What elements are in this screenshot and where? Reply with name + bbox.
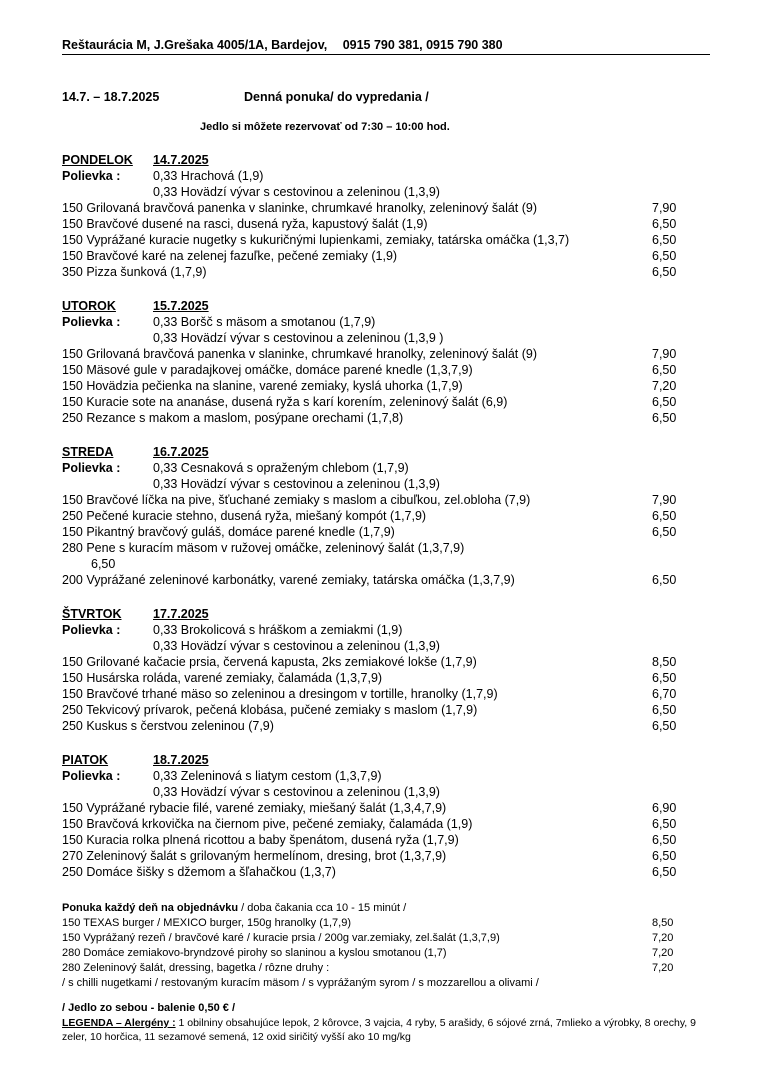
meal-text: 350 Pizza šunková (1,7,9) — [62, 265, 207, 279]
meal-price: 6,50 — [652, 395, 677, 409]
soup-row — [62, 768, 702, 784]
soup-row — [62, 168, 702, 184]
soup-row — [62, 784, 702, 800]
meal-price: 6,50 — [652, 703, 677, 717]
soup-item: 0,33 Hrachová (1,9) — [153, 169, 264, 183]
meal-price: 6,70 — [652, 687, 677, 701]
soup-item: 0,33 Hovädzí vývar s cestovinou a zeleninou (1,3,9) — [153, 639, 440, 653]
meal-row — [62, 200, 702, 216]
soup-row — [62, 638, 702, 654]
meal-text: 250 Domáce šišky s džemom a šľahačkou (1,3,7) — [62, 865, 336, 879]
meal-row — [62, 394, 702, 410]
meal-row-wrapped-price — [62, 556, 702, 572]
meal-price: 7,90 — [652, 201, 677, 215]
meal-text: 150 Bravčové líčka na pive, šťuchané zemiaky s maslom a cibuľkou, zel.obloha (7,9) — [62, 493, 531, 507]
offer-text: 150 TEXAS burger / MEXICO burger, 150g hranolky (1,7,9) — [62, 917, 352, 929]
offer-row — [62, 961, 702, 976]
day-name: UTOROK — [62, 299, 116, 313]
soup-row — [62, 476, 702, 492]
meal-text: 150 Grilované kačacie prsia, červená kapusta, 2ks zemiakové lokše (1,7,9) — [62, 655, 477, 669]
day-heading — [62, 606, 702, 622]
soup-item: 0,33 Zeleninová s liatym cestom (1,3,7,9) — [153, 769, 382, 783]
meal-text: 150 Kuracia rolka plnená ricottou a baby špenátom, dusená ryža (1,7,9) — [62, 833, 459, 847]
meal-row — [62, 702, 702, 718]
meal-price: 6,50 — [652, 817, 677, 831]
meal-row — [62, 362, 702, 378]
meal-price: 6,50 — [91, 557, 116, 571]
meal-text: 150 Pikantný bravčový guláš, domáce parené knedle (1,7,9) — [62, 525, 395, 539]
meal-price: 6,50 — [652, 833, 677, 847]
meal-row — [62, 848, 702, 864]
meal-price: 7,20 — [652, 379, 677, 393]
meal-row — [62, 492, 702, 508]
meal-price: 6,50 — [652, 525, 677, 539]
restaurant-header — [62, 38, 503, 52]
meal-row — [62, 232, 702, 248]
soup-item: 0,33 Hovädzí vývar s cestovinou a zeleninou (1,3,9) — [153, 785, 440, 799]
meal-text: 150 Hovädzia pečienka na slanine, varené zemiaky, kyslá uhorka (1,7,9) — [62, 379, 463, 393]
meal-row — [62, 572, 702, 588]
meal-row — [62, 216, 702, 232]
meal-price: 6,50 — [652, 249, 677, 263]
soup-row — [62, 622, 702, 638]
day-name: STREDA — [62, 445, 114, 459]
meal-row — [62, 508, 702, 524]
day-section-thursday — [62, 606, 702, 734]
day-date: 15.7.2025 — [153, 299, 209, 313]
meal-text: 280 Pene s kuracím mäsom v ružovej omáčke, zeleninový šalát (1,3,7,9) — [62, 541, 465, 555]
meal-row — [62, 264, 702, 280]
meal-text: 150 Grilovaná bravčová panenka v slaninke, chrumkavé hranolky, zeleninový šalát (9) — [62, 201, 538, 215]
restaurant-phones: 0915 790 381, 0915 790 380 — [342, 38, 503, 52]
meal-price: 6,50 — [652, 233, 677, 247]
meal-text: 150 Mäsové gule v paradajkovej omáčke, domáce parené knedle (1,3,7,9) — [62, 363, 473, 377]
meal-row — [62, 686, 702, 702]
day-section-friday — [62, 752, 702, 880]
offer-row — [62, 916, 702, 931]
meal-price: 6,50 — [652, 411, 677, 425]
meal-row — [62, 346, 702, 362]
day-heading — [62, 752, 702, 768]
soup-item: 0,33 Brokolicová s hráškom a zemiakmi (1,9) — [153, 623, 403, 637]
meal-price: 6,50 — [652, 573, 677, 587]
meal-price: 8,50 — [652, 655, 677, 669]
day-section-wednesday — [62, 444, 702, 588]
meal-text: 150 Bravčové trhané mäso so zeleninou a dresingom v tortille, hranolky (1,7,9) — [62, 687, 498, 701]
day-date: 16.7.2025 — [153, 445, 209, 459]
day-date: 14.7.2025 — [153, 153, 209, 167]
offer-price: 7,20 — [652, 932, 674, 944]
meal-price: 6,50 — [652, 217, 677, 231]
soup-label: Polievka : — [62, 169, 121, 183]
meal-price: 6,50 — [652, 671, 677, 685]
meal-row — [62, 410, 702, 426]
daily-offer-title: Ponuka každý deň na objednávku — [62, 902, 239, 914]
offer-price: 8,50 — [652, 917, 674, 929]
daily-offer-note: / doba čakania cca 10 - 15 minút / — [238, 902, 407, 914]
soup-label: Polievka : — [62, 769, 121, 783]
meal-text: 150 Grilovaná bravčová panenka v slaninke, chrumkavé hranolky, zeleninový šalát (9) — [62, 347, 538, 361]
legend-text: 1 obilniny obsahujúce lepok, 2 kôrovce, 3 vajcia, 4 ryby, 5 arašidy, 6 sójové zrná, 7mlieko a výrobky, 8 orechy, 9 zeler, 10 horčica, 11 sezamové semená, 12 oxid siričitý vyšší ako 10 mg/kg — [62, 1017, 696, 1043]
meal-row — [62, 524, 702, 540]
offer-text: 280 Zeleninový šalát, dressing, bagetka / rôzne druhy : — [62, 962, 330, 974]
meal-price: 6,50 — [652, 865, 677, 879]
day-name: PONDELOK — [62, 153, 133, 167]
daily-offer-heading — [62, 901, 702, 916]
day-heading — [62, 152, 702, 168]
soup-row — [62, 330, 702, 346]
day-heading — [62, 444, 702, 460]
meal-row — [62, 248, 702, 264]
meal-row — [62, 800, 702, 816]
soup-item: 0,33 Hovädzí vývar s cestovinou a zeleninou (1,3,9) — [153, 185, 440, 199]
offer-row — [62, 931, 702, 946]
soup-item: 0,33 Hovädzí vývar s cestovinou a zeleninou (1,3,9 ) — [153, 331, 444, 345]
meal-row — [62, 670, 702, 686]
allergen-legend — [62, 1016, 712, 1044]
meal-price: 6,50 — [652, 265, 677, 279]
legend-title: LEGENDA – Alergény : — [62, 1017, 176, 1029]
offer-text: 150 Vyprážaný rezeň / bravčové karé / kuracie prsia / 200g var.zemiaky, zel.šalát (1,3,7,9) — [62, 932, 500, 944]
meal-price: 7,90 — [652, 347, 677, 361]
reservation-note: Jedlo si môžete rezervovať od 7:30 – 10:00 hod. — [200, 121, 450, 133]
day-section-tuesday — [62, 298, 702, 426]
meal-row — [62, 540, 702, 556]
daily-offer-section — [62, 901, 702, 991]
meal-row — [62, 864, 702, 880]
meal-text: 150 Bravčové dusené na rasci, dusená ryža, kapustový šalát (1,9) — [62, 217, 428, 231]
soup-row — [62, 314, 702, 330]
day-date: 17.7.2025 — [153, 607, 209, 621]
meal-text: 150 Vyprážané rybacie filé, varené zemiaky, miešaný šalát (1,3,4,7,9) — [62, 801, 447, 815]
meal-text: 200 Vyprážané zeleninové karbonátky, varené zemiaky, tatárska omáčka (1,3,7,9) — [62, 573, 515, 587]
day-name: ŠTVRTOK — [62, 607, 122, 621]
meal-price: 6,50 — [652, 719, 677, 733]
soup-item: 0,33 Hovädzí vývar s cestovinou a zeleninou (1,3,9) — [153, 477, 440, 491]
meal-row — [62, 832, 702, 848]
offer-price: 7,20 — [652, 947, 674, 959]
meal-row — [62, 654, 702, 670]
meal-price: 6,50 — [652, 849, 677, 863]
day-name: PIATOK — [62, 753, 109, 767]
soup-label: Polievka : — [62, 623, 121, 637]
offer-row — [62, 946, 702, 961]
meal-text: 150 Bravčová krkovička na čiernom pive, pečené zemiaky, čalamáda (1,9) — [62, 817, 473, 831]
day-heading — [62, 298, 702, 314]
meal-price: 7,90 — [652, 493, 677, 507]
meal-price: 6,50 — [652, 509, 677, 523]
meal-text: 250 Pečené kuracie stehno, dusená ryža, miešaný kompót (1,7,9) — [62, 509, 427, 523]
offer-text: 280 Domáce zemiakovo-bryndzové pirohy so slaninou a kyslou smotanou (1,7) — [62, 947, 447, 959]
soup-label: Polievka : — [62, 315, 121, 329]
offer-text: / s chilli nugetkami / restovaným kuracím mäsom / s vyprážaným syrom / s mozzarellou a olivami / — [62, 977, 539, 989]
offer-price: 7,20 — [652, 962, 674, 974]
meal-text: 250 Rezance s makom a maslom, posýpane orechami (1,7,8) — [62, 411, 404, 425]
meal-text: 150 Bravčové karé na zelenej fazuľke, pečené zemiaky (1,9) — [62, 249, 398, 263]
soup-row — [62, 460, 702, 476]
takeaway-packaging-note: / Jedlo zo sebou - balenie 0,50 € / — [62, 1002, 235, 1014]
meal-row — [62, 378, 702, 394]
soup-item: 0,33 Cesnaková s opraženým chlebom (1,7,9) — [153, 461, 409, 475]
meal-row — [62, 718, 702, 734]
soup-label: Polievka : — [62, 461, 121, 475]
meal-price: 6,50 — [652, 363, 677, 377]
meal-text: 150 Kuracie sote na ananáse, dusená ryža s karí korením, zeleninový šalát (6,9) — [62, 395, 508, 409]
menu-period: 14.7. – 18.7.2025 — [62, 90, 160, 104]
meal-text: 150 Vyprážané kuracie nugetky s kukuričnými lupienkami, zemiaky, tatárska omáčka (1,3,7) — [62, 233, 570, 247]
soup-row — [62, 184, 702, 200]
day-date: 18.7.2025 — [153, 753, 209, 767]
menu-title: Denná ponuka/ do vypredania / — [244, 90, 429, 104]
meal-row — [62, 816, 702, 832]
day-section-monday — [62, 152, 702, 280]
meal-text: 150 Husárska roláda, varené zemiaky, čalamáda (1,3,7,9) — [62, 671, 383, 685]
meal-text: 270 Zeleninový šalát s grilovaným hermelínom, dresing, brot (1,3,7,9) — [62, 849, 447, 863]
soup-item: 0,33 Boršč s mäsom a smotanou (1,7,9) — [153, 315, 376, 329]
meal-text: 250 Kuskus s čerstvou zeleninou (7,9) — [62, 719, 274, 733]
header-divider — [62, 54, 710, 55]
restaurant-address: Reštaurácia M, J.Grešaka 4005/1A, Bardejov, — [62, 38, 328, 52]
meal-price: 6,90 — [652, 801, 677, 815]
meal-text: 250 Tekvicový prívarok, pečená klobása, pučené zemiaky s maslom (1,7,9) — [62, 703, 478, 717]
offer-row — [62, 976, 702, 991]
